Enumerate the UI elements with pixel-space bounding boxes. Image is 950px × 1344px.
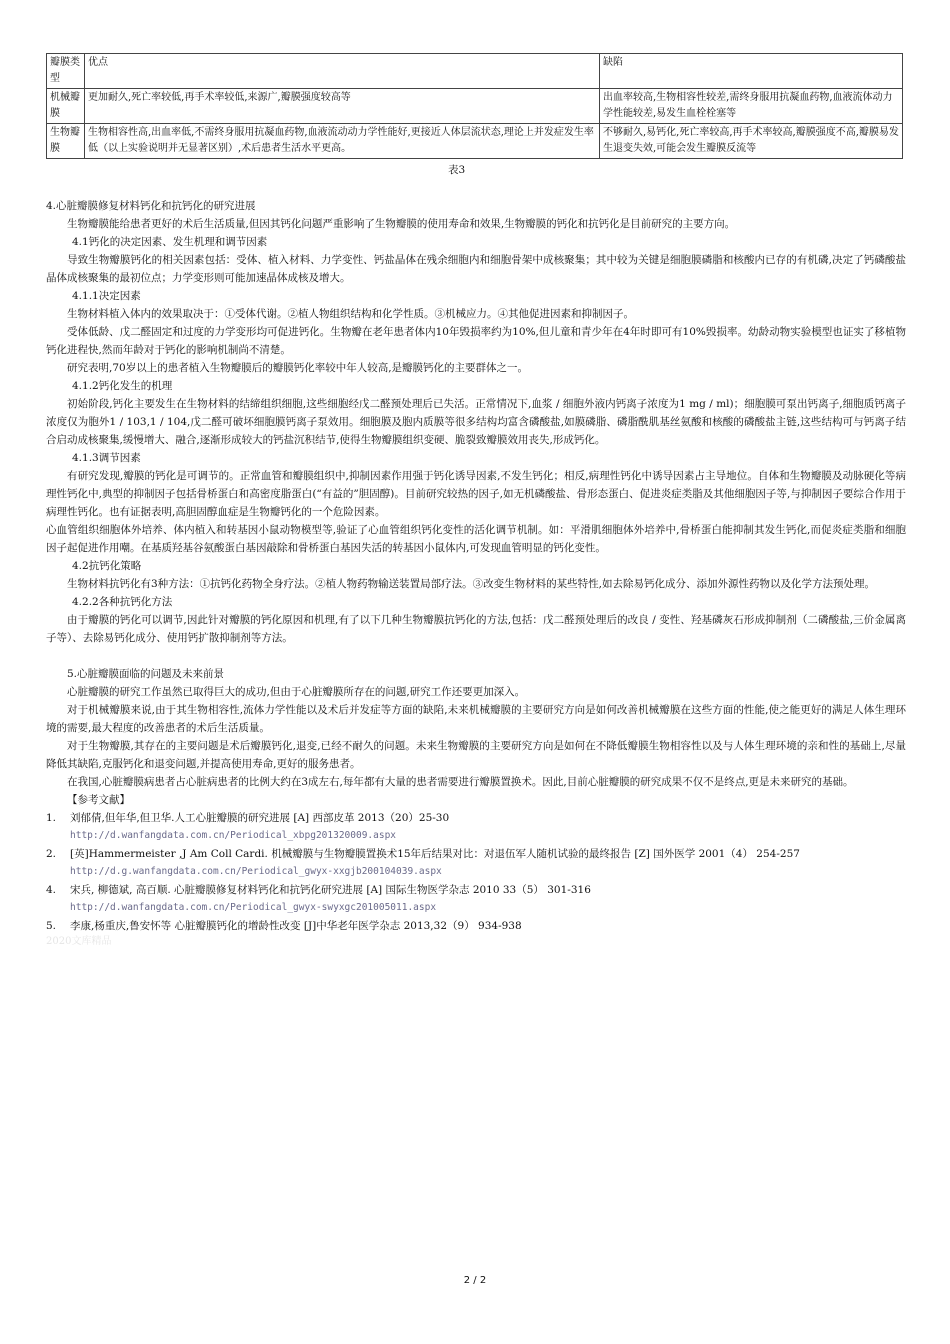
table-cell: 出血率较高,生物相容性较差,需终身服用抗凝血药物,血液流体动力学性能较差,易发生血栓栓塞等 — [600, 89, 903, 124]
paragraph: 研究表明,70岁以上的患者植入生物瓣膜后的瓣膜钙化率较中年人较高,是瓣膜钙化的主要群体之一。 — [67, 362, 529, 374]
reference-text: 刘郁倩,但年华,但卫华.人工心脏瓣膜的研究进展 [A] 西部皮革 2013（20）25-30 — [70, 812, 450, 824]
reference-text: 李康,杨重庆,鲁安怀等 心脏瓣膜钙化的增龄性改变 [J]中华老年医学杂志 2013,32（9） 934-938 — [70, 920, 522, 932]
spacer — [46, 647, 906, 665]
paragraph: 受体低龄、戊二醛固定和过度的力学变形均可促进钙化。生物瓣在老年患者体内10年毁损率约为10%,但儿童和青少年在4年时即可有10%毁损率。幼龄动物实验模型也证实了移植物钙化进程快,然而年龄对于钙化的影响机制尚不清楚。 — [46, 326, 906, 356]
faded-watermark-text: 2020文库精品 — [46, 936, 112, 947]
valve-comparison-table — [46, 53, 903, 159]
table-row — [47, 89, 903, 124]
paragraph: 4.2.2各种抗钙化方法 — [72, 596, 173, 608]
paragraph: 5.心脏瓣膜面临的问题及未来前景 — [67, 668, 225, 680]
document-body — [46, 197, 906, 949]
table-cell: 更加耐久,死亡率较低,再手术率较低,来源广,瓣膜强度较高等 — [85, 89, 600, 124]
table-header-row — [47, 54, 903, 89]
paragraph: 对于机械瓣膜来说,由于其生物相容性,流体力学性能以及术后并发症等方面的缺陷,未来机械瓣膜的主要研究方向是如何改善机械瓣膜在这些方面的性能,使之能更好的满足人体生理环境的需要,最大程度的改善患者的术后生活质量。 — [46, 704, 906, 734]
paragraph: 生物材料抗钙化有3种方法：①抗钙化药物全身疗法。②植人物药物输送装置局部疗法。③改变生物材料的某些特性,如去除易钙化成分、添加外源性药物以及化学方法预处理。 — [67, 578, 876, 590]
reference-body — [70, 809, 906, 845]
table-cell: 不够耐久,易钙化,死亡率较高,再手术率较高,瓣膜强度不高,瓣膜易发生退变失效,可能会发生瓣膜反流等 — [600, 124, 903, 159]
paragraph: 生物材料植入体内的效果取决于：①受体代谢。②植人物组织结构和化学性质。③机械应力。④其他促进因素和抑制因子。 — [67, 308, 634, 320]
table-row — [47, 124, 903, 159]
page-number: 2 / 2 — [463, 1275, 487, 1286]
paragraph: 4.2抗钙化策略 — [72, 560, 142, 572]
reference-link[interactable]: http://d.wanfangdata.com.cn/Periodical_xbpg201320009.aspx — [70, 830, 397, 841]
table-header-cell: 优点 — [85, 54, 600, 89]
paragraph: 生物瓣膜能给患者更好的术后生活质量,但因其钙化问题严重影响了生物瓣膜的使用寿命和效果,生物瓣膜的钙化和抗钙化是目前研究的主要方向。 — [67, 218, 736, 230]
reference-text: 宋兵, 柳德斌, 高百顺. 心脏瓣膜修复材料钙化和抗钙化研究进展 [A] 国际生物医学杂志 2010 33（5） 301-316 — [70, 884, 591, 896]
paragraph: 4.1.3调节因素 — [72, 452, 141, 464]
paragraph: 4.1钙化的决定因素、发生机理和调节因素 — [72, 236, 268, 248]
table-header-cell: 瓣膜类型 — [47, 54, 85, 89]
paragraph: 4.1.1决定因素 — [72, 290, 141, 302]
reference-item — [46, 881, 906, 917]
paragraphs — [46, 197, 906, 809]
paragraph: 导致生物瓣膜钙化的相关因素包括：受体、植入材料、力学变性、钙盐晶体在残余细胞内和细胞骨架中成核聚集；其中较为关键是细胞膜磷脂和核酸内已存的有机磷,决定了钙磷酸盐晶体成核聚集的最初位点；力学变形则可能加速晶体成核及增大。 — [46, 254, 906, 284]
reference-item — [46, 845, 906, 881]
paragraph: 有研究发现,瓣膜的钙化是可调节的。正常血管和瓣膜组织中,抑制因素作用强于钙化诱导因素,不发生钙化；相反,病理性钙化中诱导因素占主导地位。自体和生物瓣膜及动脉硬化等病理性钙化中,典型的抑制因子包括骨桥蛋白和高密度脂蛋白(“有益的”胆固醇)。目前研究较热的因子,如无机磷酸盐、骨形态蛋白、促进炎症类脂及其他细胞因子等,与抑制因子要综合作用于病理性钙化。也有证据表明,高胆固醇血症是生物瓣钙化的一个危险因素。 — [46, 470, 906, 518]
table-cell: 生物相容性高,出血率低,不需终身服用抗凝血药物,血液流动动力学性能好,更接近人体层流状态,理论上并发症发生率低（以上实验说明并无显著区别）,术后患者生活水平更高。 — [85, 124, 600, 159]
paragraph: 心脏瓣膜的研究工作虽然已取得巨大的成功,但由于心脏瓣膜所存在的问题,研究工作还要更加深入。 — [67, 686, 526, 698]
reference-body — [70, 845, 906, 881]
reference-number: 2. — [46, 848, 57, 860]
reference-link[interactable]: http://d.g.wanfangdata.com.cn/Periodical_gwyx-xxgjb200104039.aspx — [70, 866, 442, 877]
reference-body — [70, 881, 906, 917]
table-cell: 机械瓣膜 — [47, 89, 85, 124]
reference-number: 1. — [46, 812, 57, 824]
table-header-cell: 缺陷 — [600, 54, 903, 89]
paragraph: 初始阶段,钙化主要发生在生物材料的结缔组织细胞,这些细胞经戊二醛预处理后已失活。正常情况下,血浆 / 细胞外液内钙离子浓度为1 mg / ml)；细胞膜可泵出钙离子,细胞质钙离子浓度仅为胞外1 / 103,1 / 104,戊二醛可破坏细胞膜钙离子泵效用。细胞膜及胞内质膜等很多结构均富含磷酸盐,如膜磷脂、磷脂酰肌基丝氨酸和核酸的磷酸盐主链,这些结构可与钙离子结合启动成核聚集,缓慢增大、融合,逐渐形成较大的钙盐沉积结节,使得生物瓣膜组织变硬、脆裂致瓣膜效用丧失,形成钙化。 — [46, 398, 906, 446]
reference-number: 4. — [46, 884, 57, 896]
reference-item — [46, 809, 906, 845]
reference-body — [70, 917, 906, 935]
reference-link[interactable]: http://d.wanfangdata.com.cn/Periodical_gwyx-swyxgc201005011.aspx — [70, 902, 437, 913]
paragraph: 【参考文献】 — [67, 794, 130, 806]
paragraph: 4.心脏瓣膜修复材料钙化和抗钙化的研究进展 — [46, 200, 256, 212]
reference-item — [46, 917, 906, 935]
table-caption: 表3 — [448, 164, 466, 176]
table-cell: 生物瓣膜 — [47, 124, 85, 159]
paragraph: 对于生物瓣膜,其存在的主要问题是术后瓣膜钙化,退变,已经不耐久的问题。未来生物瓣膜的主要研究方向是如何在不降低瓣膜生物相容性以及与人体生理环境的亲和性的基础上,尽量降低其缺陷,克服钙化和退变问题,并提高使用寿命,更好的服务患者。 — [46, 740, 906, 770]
paragraph: 4.1.2钙化发生的机理 — [72, 380, 173, 392]
reference-text: [英]Hammermeister ,J Am Coll Cardi. 机械瓣膜与生物瓣膜置换术15年后结果对比：对退伍军人随机试验的最终报告 [Z] 国外医学 2001（4） 254-257 — [70, 848, 800, 860]
reference-number: 5. — [46, 920, 57, 932]
paragraph: 在我国,心脏瓣膜病患者占心脏病患者的比例大约在3成左右,每年都有大量的患者需要进行瓣膜置换术。因此,目前心脏瓣膜的研究成果不仅不是终点,更是未来研究的基础。 — [67, 776, 854, 788]
paragraph: 由于瓣膜的钙化可以调节,因此针对瓣膜的钙化原因和机理,有了以下几种生物瓣膜抗钙化的方法,包括：戊二醛预处理后的改良 / 变性、羟基磷灰石形成抑制剂（二磷酸盐,三价金属离子等）、去除易钙化成分、使用钙扩散抑制剂等方法。 — [46, 614, 906, 644]
reference-list — [46, 809, 906, 935]
paragraph: 心血管组织细胞体外培养、体内植入和转基因小鼠动物模型等,验证了心血管组织钙化变性的活化调节机制。如：平滑肌细胞体外培养中,骨桥蛋白能抑制其发生钙化,而促炎症类脂和细胞因子起促进作用嘲。在基质羟基谷氨酸蛋白基因敲除和骨桥蛋白基因失活的转基因小鼠体内,可发现血管明显的钙化变性。 — [46, 524, 906, 554]
